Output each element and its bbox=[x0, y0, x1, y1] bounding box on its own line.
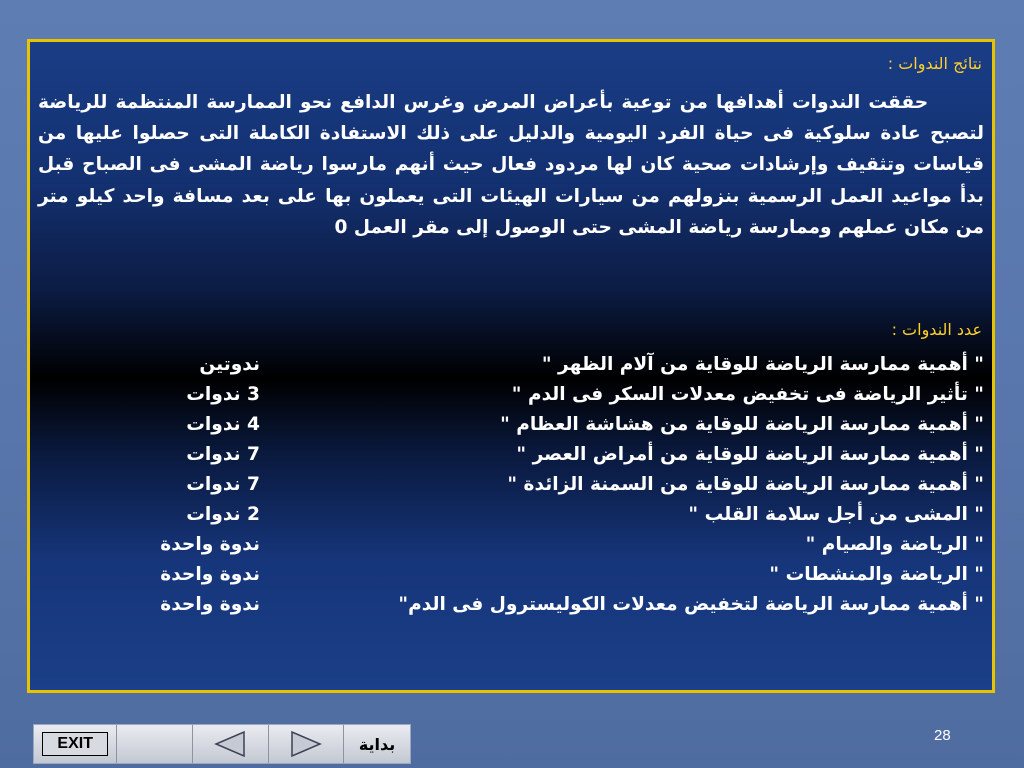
seminar-count: 2 ندوات bbox=[186, 504, 260, 525]
triangle-right-icon bbox=[289, 730, 323, 758]
seminar-row bbox=[38, 470, 984, 500]
seminar-count: 7 ندوات bbox=[186, 474, 260, 495]
seminar-count: ندوة واحدة bbox=[160, 594, 260, 615]
seminar-row bbox=[38, 380, 984, 410]
blank-nav-button[interactable] bbox=[117, 725, 193, 763]
seminar-row bbox=[38, 530, 984, 560]
seminar-row bbox=[38, 500, 984, 530]
seminar-topic: " أهمية ممارسة الرياضة للوقاية من هشاشة العظام " bbox=[500, 414, 984, 435]
previous-button[interactable] bbox=[193, 725, 269, 763]
exit-button[interactable] bbox=[34, 725, 117, 763]
seminar-topic: " أهمية ممارسة الرياضة لتخفيض معدلات الكوليسترول فى الدم" bbox=[398, 594, 984, 615]
seminar-count: 3 ندوات bbox=[186, 384, 260, 405]
seminar-row bbox=[38, 440, 984, 470]
count-heading: عدد الندوات : bbox=[891, 320, 982, 339]
results-paragraph: حققت الندوات أهدافها من توعية بأعراض المرض وغرس الدافع نحو الممارسة المنتظمة للرياضة لتصبح عادة سلوكية فى حياة الفرد اليومية والدليل على ذلك الاستفادة الكاملة التى حصلوا عليها من قياسات وتثقيف وإرشادات صحية كان لها مردود فعال حيث أنهم مارسوا رياضة المشى فى الصباح قبل بدأ مواعيد العمل الرسمية بنزولهم من سيارات الهيئات التى يعملون بها على بعد مسافة واحد كيلو متر من مكان عملهم وممارسة رياضة المشى حتى الوصول إلى مقر العمل 0 bbox=[38, 92, 984, 238]
seminar-topic: " أهمية ممارسة الرياضة للوقاية من السمنة الزائدة " bbox=[507, 474, 984, 495]
seminar-topic: " أهمية ممارسة الرياضة للوقاية من آلام الظهر " bbox=[541, 354, 984, 375]
seminar-topic: " تأثير الرياضة فى تخفيض معدلات السكر فى الدم " bbox=[511, 384, 984, 405]
seminar-row bbox=[38, 560, 984, 590]
seminar-topic: " أهمية ممارسة الرياضة للوقاية من أمراض العصر " bbox=[516, 444, 984, 465]
seminar-count: 7 ندوات bbox=[186, 444, 260, 465]
triangle-left-icon bbox=[213, 730, 247, 758]
seminar-row bbox=[38, 590, 984, 620]
seminar-count: 4 ندوات bbox=[186, 414, 260, 435]
slide-navigation-bar bbox=[33, 724, 411, 764]
start-label: بداية bbox=[358, 734, 396, 754]
seminar-count: ندوة واحدة bbox=[160, 564, 260, 585]
next-button[interactable] bbox=[269, 725, 345, 763]
seminar-topic: " الرياضة والمنشطات " bbox=[769, 564, 984, 585]
exit-label: EXIT bbox=[42, 732, 108, 756]
seminar-row bbox=[38, 350, 984, 380]
start-button[interactable] bbox=[344, 725, 410, 763]
seminar-row bbox=[38, 410, 984, 440]
page-number: 28 bbox=[934, 727, 951, 744]
seminar-list bbox=[38, 350, 984, 620]
seminar-topic: " الرياضة والصيام " bbox=[805, 534, 984, 555]
seminar-count: ندوتين bbox=[199, 354, 260, 375]
results-heading: نتائج الندوات : bbox=[887, 54, 982, 73]
seminar-count: ندوة واحدة bbox=[160, 534, 260, 555]
slide-content-frame bbox=[27, 39, 995, 693]
seminar-topic: " المشى من أجل سلامة القلب " bbox=[688, 504, 984, 525]
